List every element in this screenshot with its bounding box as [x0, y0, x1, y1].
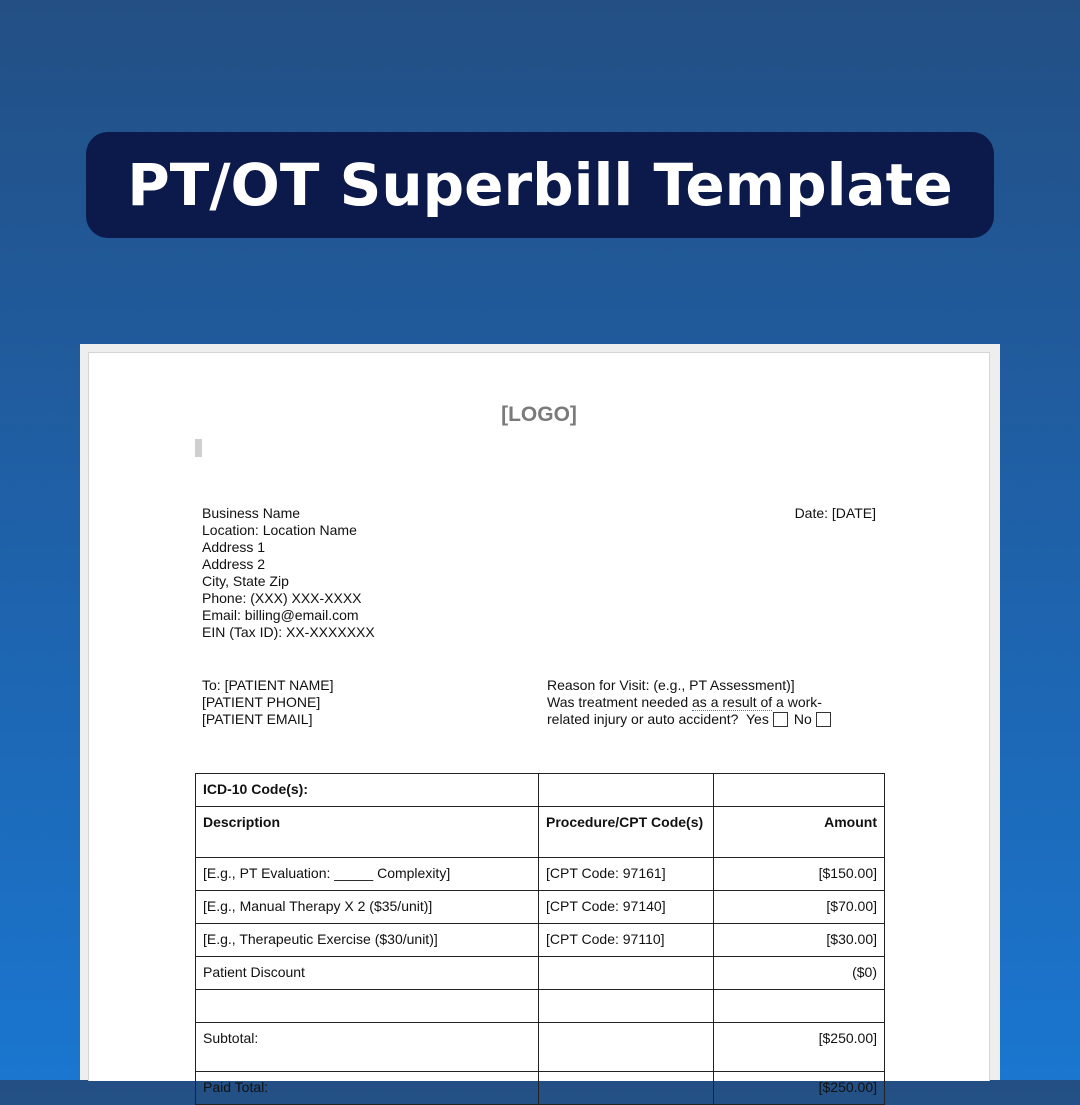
business-info — [202, 505, 375, 641]
icd-codes-amount-cell — [714, 774, 885, 807]
paid-total-code-cell — [539, 1072, 714, 1105]
banner-title: PT/OT Superbill Template — [127, 151, 953, 219]
logo-placeholder: [LOGO] — [501, 403, 577, 426]
paid-total-row — [196, 1072, 885, 1105]
treatment-question-line-2 — [547, 711, 837, 728]
yes-label: Yes — [745, 711, 769, 727]
row-description: [E.g., Manual Therapy X 2 ($35/unit)] — [196, 891, 539, 924]
document-window — [80, 344, 1000, 1095]
row-amount: [$70.00] — [714, 891, 885, 924]
subtotal-label: Subtotal: — [196, 1023, 539, 1072]
title-banner — [86, 132, 994, 238]
header-amount: Amount — [714, 807, 885, 858]
patient-phone: [PATIENT PHONE] — [202, 694, 321, 710]
icd-codes-label: ICD-10 Code(s): — [196, 774, 539, 807]
business-city-state-zip: City, State Zip — [202, 573, 289, 589]
icd-codes-cell — [539, 774, 714, 807]
patient-email: [PATIENT EMAIL] — [202, 711, 313, 727]
visit-reason — [547, 677, 837, 728]
text-cursor-marker — [195, 439, 202, 457]
business-email: Email: billing@email.com — [202, 607, 359, 623]
business-address-2: Address 2 — [202, 556, 266, 572]
empty-row — [196, 990, 885, 1023]
document-page — [88, 352, 990, 1095]
header-procedure: Procedure/CPT Code(s) — [539, 807, 714, 858]
discount-row — [196, 957, 885, 990]
row-description: [E.g., Therapeutic Exercise ($30/unit)] — [196, 924, 539, 957]
table-row-icd — [196, 774, 885, 807]
business-name: Business Name — [202, 505, 301, 521]
no-checkbox[interactable] — [816, 712, 831, 727]
row-code: [CPT Code: 97161] — [539, 858, 714, 891]
reason-for-visit: Reason for Visit: (e.g., PT Assessment)] — [547, 677, 795, 693]
row-code: [CPT Code: 97140] — [539, 891, 714, 924]
patient-name: To: [PATIENT NAME] — [202, 677, 334, 693]
yes-checkbox[interactable] — [773, 712, 788, 727]
treatment-question-line — [547, 694, 837, 711]
table-row — [196, 891, 885, 924]
paid-total-amount: [$250.00] — [714, 1072, 885, 1105]
empty-cell — [539, 990, 714, 1023]
row-code: [CPT Code: 97110] — [539, 924, 714, 957]
empty-cell — [196, 990, 539, 1023]
question-text-flagged: as a result of — [692, 694, 773, 710]
subtotal-row — [196, 1023, 885, 1072]
question-text-start: Was treatment needed — [547, 694, 693, 710]
date-field: Date: [DATE] — [794, 505, 876, 521]
business-location: Location: Location Name — [202, 522, 357, 538]
header-description: Description — [196, 807, 539, 858]
table-header-row — [196, 807, 885, 858]
discount-label: Patient Discount — [196, 957, 539, 990]
table-row — [196, 924, 885, 957]
question-text-continued: related injury or auto accident? — [547, 711, 739, 727]
subtotal-amount: [$250.00] — [714, 1023, 885, 1072]
row-amount: [$150.00] — [714, 858, 885, 891]
business-address-1: Address 1 — [202, 539, 266, 555]
patient-info — [202, 677, 333, 728]
subtotal-code-cell — [539, 1023, 714, 1072]
billing-table — [195, 773, 885, 1105]
paid-total-label: Paid Total: — [196, 1072, 539, 1105]
discount-amount: ($0) — [714, 957, 885, 990]
business-ein: EIN (Tax ID): XX-XXXXXXX — [202, 624, 375, 640]
empty-cell — [714, 990, 885, 1023]
business-phone: Phone: (XXX) XXX-XXXX — [202, 590, 362, 606]
no-label: No — [793, 711, 812, 727]
table-row — [196, 858, 885, 891]
row-description: [E.g., PT Evaluation: _____ Complexity] — [196, 858, 539, 891]
discount-code-cell — [539, 957, 714, 990]
row-amount: [$30.00] — [714, 924, 885, 957]
question-text-end: a work- — [772, 694, 822, 710]
